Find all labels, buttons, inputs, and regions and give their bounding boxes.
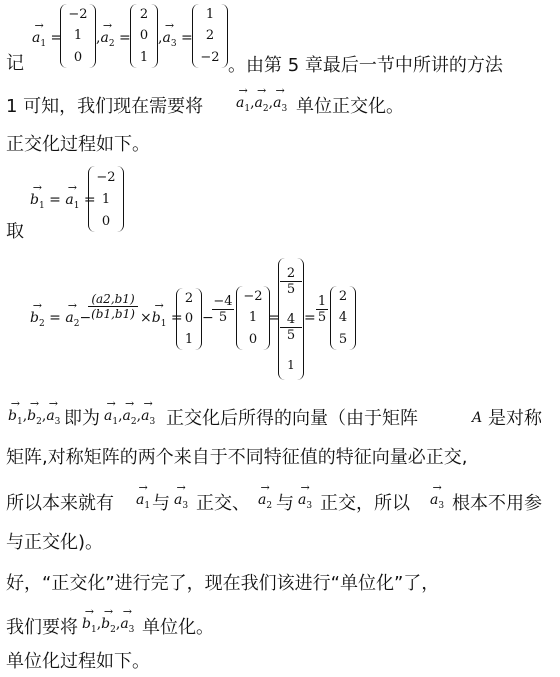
vec-b1b2a3: → $b_1$, → $b_2$, → $a_3$ [8, 397, 61, 427]
minus-sign: − [202, 310, 214, 326]
vec-a3-l8c: → $a_3$ [430, 481, 445, 511]
vec-a123: → $a_1$, → $a_2$, → $a_3$ [236, 84, 288, 114]
text-l12: 单位化过程如下。 [6, 651, 150, 672]
frac-scale: 1 5 [317, 294, 327, 325]
matrix-A-symbol: A [472, 410, 483, 426]
vec-a1-label: → $a_1$ = [32, 19, 63, 49]
vec-b1b2a3-l11: → $b_1$, → $b_2$, → $a_3$ [82, 605, 135, 635]
text-l8-f: 根本不用参 [452, 493, 542, 514]
vec-a3-l8b: → $a_3$ [298, 481, 313, 511]
matrix-a2: 2 0 1 [130, 4, 158, 68]
vec-a3-label: , → $a_3$ = [158, 19, 193, 49]
text-l1: 。由第 5 章最后一节中所讲的方法 [228, 55, 503, 76]
vec-a1-l8: → $a_1$ [136, 481, 151, 511]
matrix-b2-fraction: $\frac{2}{5}$ $\frac{4}{5}$ 1 [278, 258, 304, 380]
eq-b2-times: × → $b_1$ = [140, 299, 183, 329]
vec-a3-l8: → $a_3$ [174, 481, 189, 511]
vec-a2-label: , → $a_2$ = [96, 19, 131, 49]
text-l8-e: 正交，所以 [320, 493, 410, 514]
text-l3: 正交化过程如下。 [6, 134, 150, 155]
eq-b2-left: → $b_2$ = → $a_2-$ [30, 299, 92, 329]
text-l7: 矩阵,对称矩阵的两个来自于不同特征值的特征向量必正交, [6, 447, 468, 468]
eq-b2-eq2: = [268, 310, 280, 326]
text-l11-b: 单位化。 [142, 617, 214, 638]
eq-b2-eq3: = [304, 310, 316, 326]
text-l2-a: 1 可知，我们现在需要将 [6, 96, 204, 117]
eq-b1: → $b_1$ = → $a_1$ = [30, 181, 96, 211]
text-ji: 记 [6, 53, 24, 74]
text-l11-a: 我们要将 [6, 617, 78, 638]
matrix-a3: 1 2 −2 [192, 4, 228, 68]
text-l6-b: 正交化后所得的向量（由于矩阵 [166, 408, 418, 429]
text-l8-b: 与 [152, 493, 170, 514]
vec-a2-l8: → $a_2$ [258, 481, 273, 511]
matrix-a2-in-b2: 2 0 1 [176, 288, 202, 350]
text-l8-c: 正交、 [196, 493, 250, 514]
text-l10: 好，“正交化”进行完了，现在我们该进行“单位化”了， [6, 573, 440, 594]
frac-coef: −4 5 [213, 294, 233, 325]
vec-a123-l6: → $a_1$, → $a_2$, → $a_3$ [104, 397, 156, 427]
matrix-b1-in-b2: −2 1 0 [236, 286, 270, 350]
text-l8-d: 与 [276, 493, 294, 514]
text-l8-a: 所以本来就有 [6, 493, 114, 514]
text-l6-c: 是对称 [488, 408, 542, 429]
matrix-b2-final: 2 4 5 [330, 286, 356, 350]
frac-projection: (a2,b1) (b1,b1) [88, 292, 138, 321]
text-l6-a: 即为 [64, 408, 100, 429]
matrix-b1: −2 1 0 [88, 166, 124, 232]
matrix-a1: −2 1 0 [60, 4, 96, 68]
text-l9: 与正交化)。 [6, 532, 104, 553]
text-qu: 取 [6, 221, 24, 242]
text-l2-b: 单位正交化。 [296, 96, 404, 117]
